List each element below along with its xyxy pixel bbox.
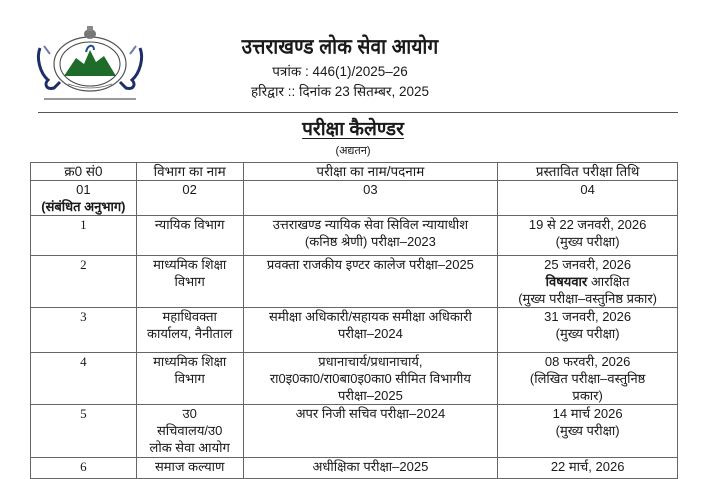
serial-number: 6 <box>31 458 137 479</box>
exam-line: (कनिष्ठ श्रेणी) परीक्षा–2023 <box>304 234 436 249</box>
date-cell <box>498 308 678 353</box>
emblem-icon <box>34 18 146 108</box>
department-line: समाज कल्याण <box>154 459 225 474</box>
exam-calendar-table <box>30 162 678 479</box>
department-line: माध्यमिक शिक्षा <box>153 354 227 369</box>
column-number-4: 04 <box>498 181 678 216</box>
serial-number: 5 <box>31 405 137 458</box>
department-line: सचिवालय/उ0 <box>157 423 223 438</box>
department-cell <box>136 405 243 458</box>
department-line: माध्यमिक शिक्षा <box>153 257 227 272</box>
letterhead <box>180 36 500 102</box>
date-line: (मुख्य परीक्षा) <box>555 326 620 341</box>
date-cell <box>498 353 678 405</box>
column-number-3: 03 <box>243 181 498 216</box>
exam-cell <box>243 256 498 308</box>
date-line: (मुख्य परीक्षा) <box>555 234 620 249</box>
column-number-1 <box>31 181 137 216</box>
serial-number: 3 <box>31 308 137 353</box>
exam-line: प्रवक्ता राजकीय इण्टर कालेज परीक्षा–2025 <box>266 257 474 272</box>
column-number-2: 02 <box>136 181 243 216</box>
date-line: (मुख्य परीक्षा) <box>555 423 620 438</box>
exam-line: रा0इ0का0/रा0बा0इ0का0 सीमित विभागीय <box>269 371 471 386</box>
department-cell <box>136 216 243 256</box>
exam-cell <box>243 405 498 458</box>
date-line <box>501 273 674 290</box>
exam-cell <box>243 458 498 479</box>
table-row-partial <box>31 458 678 479</box>
department-line: उ0 <box>182 406 197 421</box>
department-line: न्यायिक विभाग <box>154 217 225 232</box>
organization-name: उत्तराखण्ड लोक सेवा आयोग <box>241 35 439 59</box>
header-serial-no: क्र0 सं0 <box>31 163 137 181</box>
date-line: 14 मार्च 2026 <box>552 406 623 421</box>
date-line: (लिखित परीक्षा–वस्तुनिष्ठ <box>529 371 646 386</box>
department-cell <box>136 458 243 479</box>
column-number-row <box>31 181 678 216</box>
reserved-label: आरक्षित <box>587 274 630 289</box>
exam-cell <box>243 216 498 256</box>
document-title: परीक्षा कैलेण्डर <box>302 119 404 140</box>
table-row <box>31 353 678 405</box>
department-line: लोक सेवा आयोग <box>149 440 230 455</box>
date-line: 19 से 22 जनवरी, 2026 <box>528 217 647 232</box>
department-line: महाधिवक्ता <box>162 309 217 324</box>
serial-number: 1 <box>31 216 137 256</box>
date-cell <box>498 256 678 308</box>
column-number-1-note: (संबंधित अनुभाग) <box>41 199 126 214</box>
department-cell <box>136 308 243 353</box>
document-subtitle: (अद्यतन) <box>335 145 371 157</box>
exam-line: अपर निजी सचिव परीक्षा–2024 <box>295 406 446 421</box>
header-divider <box>38 112 678 113</box>
date-line: 31 जनवरी, 2026 <box>544 309 632 324</box>
exam-line: समीक्षा अधिकारी/सहायक समीक्षा अधिकारी <box>268 309 472 324</box>
date-line: (मुख्य परीक्षा–वस्तुनिष्ठ प्रकार) <box>518 291 658 306</box>
header-proposed-date: प्रस्तावित परीक्षा तिथि <box>498 163 678 181</box>
exam-line: उत्तराखण्ड न्यायिक सेवा सिविल न्यायाधीश <box>272 217 469 232</box>
exam-line: अधीक्षिका परीक्षा–2025 <box>312 459 429 474</box>
table-row <box>31 256 678 308</box>
place-and-date: हरिद्वार :: दिनांक 23 सितम्बर, 2025 <box>251 84 429 99</box>
commission-emblem-logo <box>34 18 146 108</box>
reference-number: पत्रांक : 446(1)/2025–26 <box>272 64 408 79</box>
table-header-row <box>31 163 678 181</box>
serial-number: 2 <box>31 256 137 308</box>
subject-wise-label: विषयवार <box>545 274 588 289</box>
exam-line: परीक्षा–2024 <box>337 326 403 341</box>
exam-cell <box>243 308 498 353</box>
serial-number: 4 <box>31 353 137 405</box>
department-cell <box>136 353 243 405</box>
date-line: 22 मार्च, 2026 <box>550 459 625 474</box>
header-exam-name: परीक्षा का नाम/पदनाम <box>243 163 498 181</box>
department-line: विभाग <box>174 274 205 289</box>
date-cell <box>498 405 678 458</box>
document-title-block <box>0 118 706 158</box>
table-row <box>31 216 678 256</box>
date-line: 08 फरवरी, 2026 <box>544 354 631 369</box>
exam-cell <box>243 353 498 405</box>
department-line: कार्यालय, नैनीताल <box>147 326 233 341</box>
date-line: प्रकार) <box>572 388 603 403</box>
table-row <box>31 405 678 458</box>
header-department: विभाग का नाम <box>136 163 243 181</box>
department-line: विभाग <box>174 371 205 386</box>
department-cell <box>136 256 243 308</box>
column-number-1-value: 01 <box>76 182 91 197</box>
table-row <box>31 308 678 353</box>
date-line: 25 जनवरी, 2026 <box>544 257 632 272</box>
date-cell <box>498 458 678 479</box>
exam-line: परीक्षा–2025 <box>337 388 403 403</box>
exam-line: प्रधानाचार्य/प्रधानाचार्य, <box>318 354 423 369</box>
date-cell <box>498 216 678 256</box>
